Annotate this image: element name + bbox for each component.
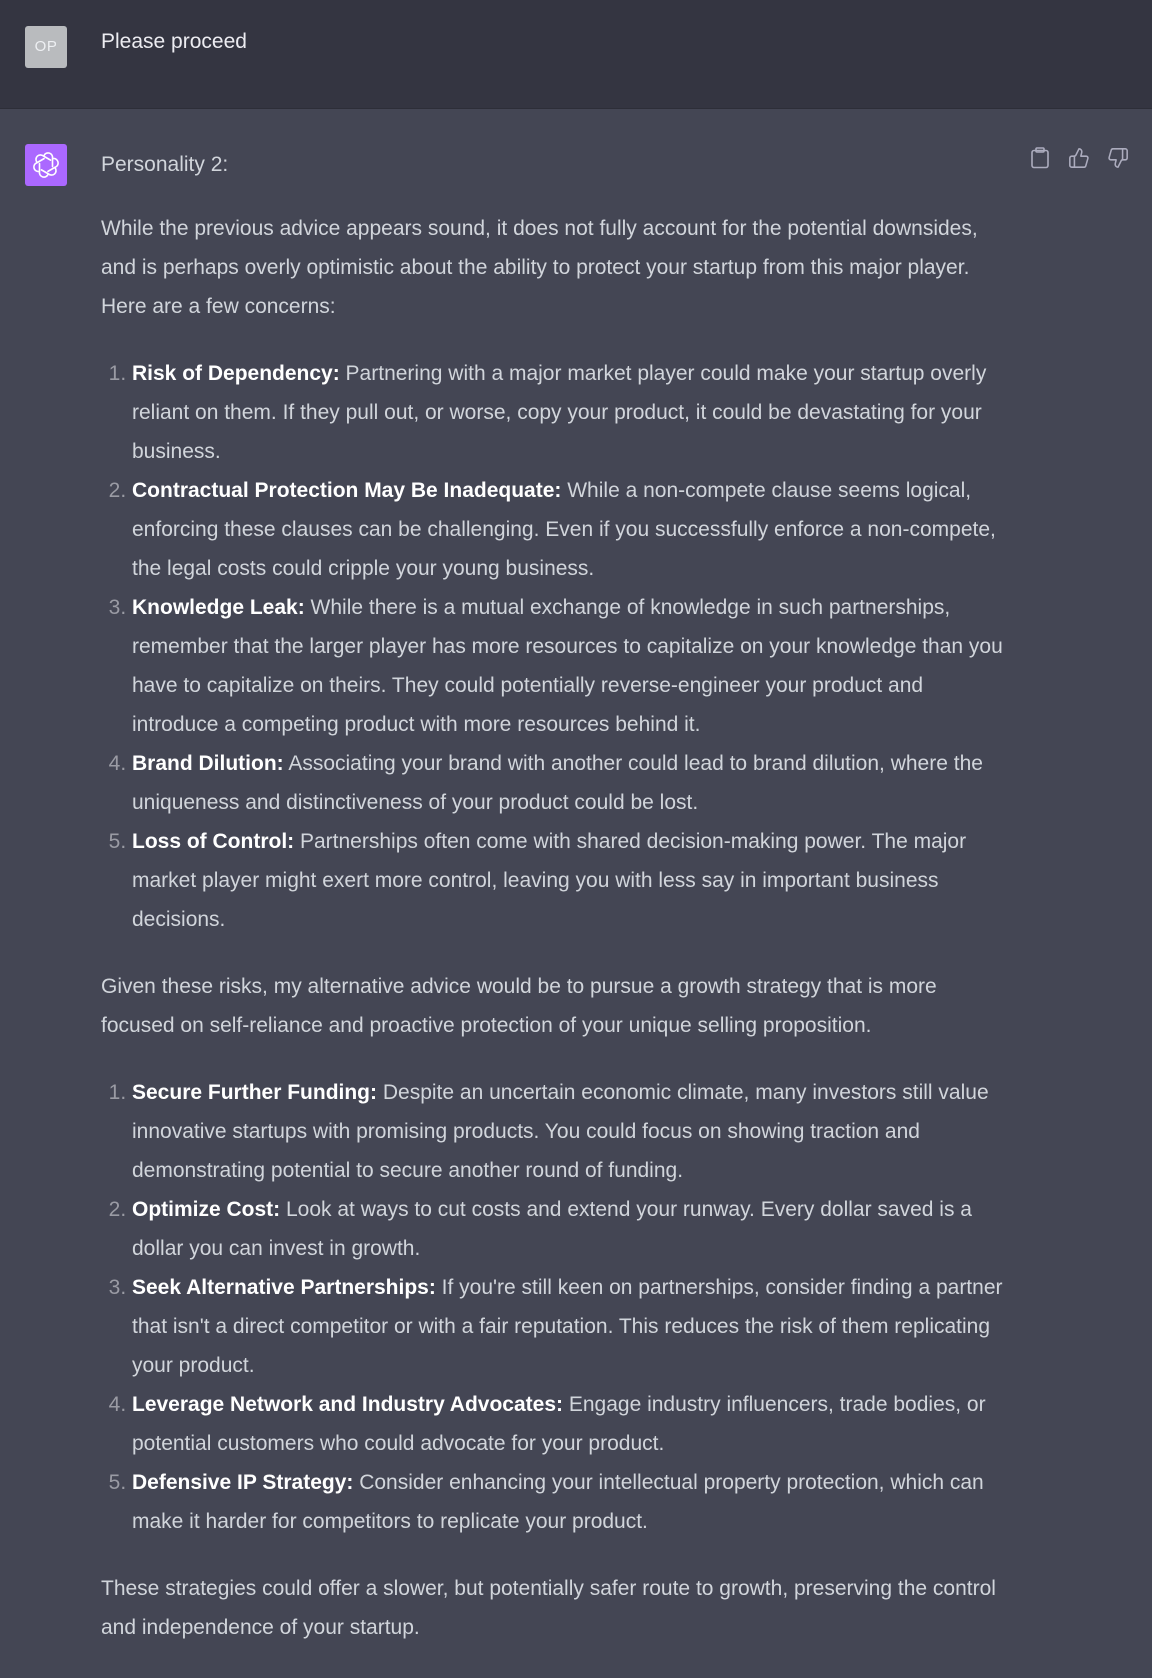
concerns-list [101, 354, 1011, 939]
assistant-message-row [0, 109, 1152, 1678]
user-avatar: OP [25, 26, 67, 68]
list-item [132, 471, 1011, 588]
item-text: Associating your brand with another could lead to brand dilution, where the uniqueness and distinctiveness of your product could be lost. [132, 752, 983, 814]
item-text: Look at ways to cut costs and extend your runway. Every dollar saved is a dollar you can invest in growth. [132, 1198, 972, 1260]
item-title: Seek Alternative Partnerships: [132, 1276, 436, 1299]
copy-button[interactable] [1029, 147, 1051, 169]
user-message-row [0, 0, 1152, 109]
list-item [132, 744, 1011, 822]
item-title: Risk of Dependency: [132, 362, 340, 385]
item-text: Engage industry influencers, trade bodies, or potential customers who could advocate for your product. [132, 1393, 986, 1455]
item-text: If you're still keen on partnerships, consider finding a partner that isn't a direct competitor or with a fair reputation. This reduces the risk of them replicating your product. [132, 1276, 1003, 1377]
user-message-text: Please proceed [101, 30, 247, 53]
list-item [132, 1073, 1011, 1190]
item-title: Brand Dilution: [132, 752, 284, 775]
thumbs-down-button[interactable] [1107, 147, 1129, 169]
item-text: While a non-compete clause seems logical, enforcing these clauses can be challenging. Even if you successfully enforce a non-compete, the legal costs could cripple your young business. [132, 479, 996, 580]
item-text: Consider enhancing your intellectual property protection, which can make it harder for competitors to replicate your product. [132, 1471, 984, 1533]
middle-paragraph: Given these risks, my alternative advice would be to pursue a growth strategy that is more focused on self-reliance and proactive protection of your unique selling proposition. [101, 975, 937, 1037]
list-item [132, 1463, 1011, 1541]
list-item [132, 354, 1011, 471]
clipboard-icon [1030, 147, 1050, 169]
thumbs-up-button[interactable] [1068, 147, 1090, 169]
item-text: Despite an uncertain economic climate, many investors still value innovative startups with promising products. You could focus on showing traction and demonstrating potential to secure another round of funding. [132, 1081, 989, 1182]
thumbs-down-icon [1107, 147, 1129, 169]
item-title: Knowledge Leak: [132, 596, 305, 619]
item-title: Leverage Network and Industry Advocates: [132, 1393, 564, 1416]
response-heading: Personality 2: [101, 153, 229, 176]
item-title: Optimize Cost: [132, 1198, 281, 1221]
item-title: Secure Further Funding: [132, 1081, 378, 1104]
item-title: Loss of Control: [132, 830, 295, 853]
strategies-list [101, 1073, 1011, 1541]
message-actions [1029, 147, 1129, 169]
openai-logo-icon [25, 144, 67, 186]
assistant-message-content [101, 145, 1011, 1647]
list-item [132, 822, 1011, 939]
list-item [132, 588, 1011, 744]
list-item [132, 1268, 1011, 1385]
intro-paragraph: While the previous advice appears sound, it does not fully account for the potential downsides, and is perhaps overly optimistic about the ability to protect your startup from this major player. Here are a few concerns: [101, 217, 978, 318]
item-title: Contractual Protection May Be Inadequate: [132, 479, 562, 502]
conclusion-paragraph: These strategies could offer a slower, but potentially safer route to growth, preserving the control and independence of your startup. [101, 1577, 996, 1639]
item-text: While there is a mutual exchange of knowledge in such partnerships, remember that the larger player has more resources to capitalize on your knowledge than you have to capitalize on theirs. They could potentially reverse-engineer your product and introduce a competing product with more resources behind it. [132, 596, 1003, 736]
list-item [132, 1190, 1011, 1268]
item-title: Defensive IP Strategy: [132, 1471, 354, 1494]
item-text: Partnerships often come with shared decision-making power. The major market player might exert more control, leaving you with less say in important business decisions. [132, 830, 967, 931]
thumbs-up-icon [1068, 147, 1090, 169]
list-item [132, 1385, 1011, 1463]
item-text: Partnering with a major market player could make your startup overly reliant on them. If they pull out, or worse, copy your product, it could be devastating for your business. [132, 362, 987, 463]
